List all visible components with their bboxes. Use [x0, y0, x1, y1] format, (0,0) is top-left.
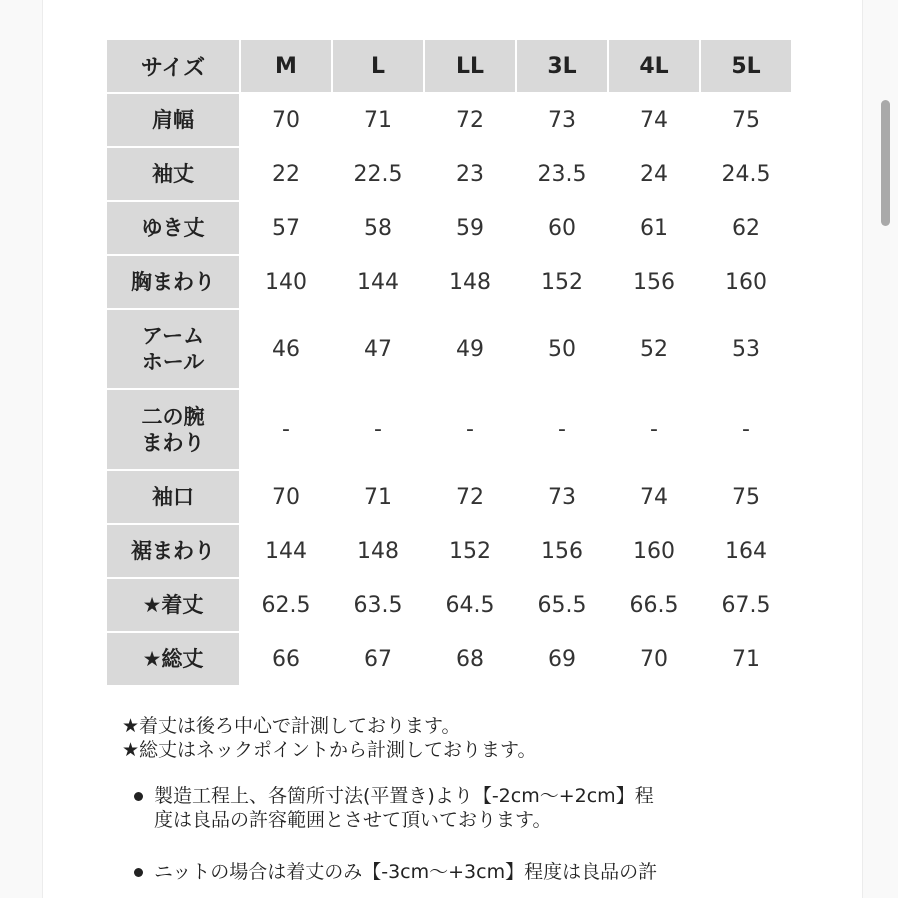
list-item	[122, 860, 822, 884]
value-cell: 67.5	[701, 579, 791, 631]
value-cell: 69	[517, 633, 607, 685]
value-cell: 52	[609, 310, 699, 388]
value-cell: 156	[517, 525, 607, 577]
row-label-text: アーム	[141, 324, 205, 348]
value-cell: 73	[517, 471, 607, 523]
row-label-text: ホール	[141, 350, 205, 374]
value-cell: -	[425, 390, 515, 469]
table-row	[107, 579, 791, 631]
table-row	[107, 310, 791, 388]
value-cell: 47	[333, 310, 423, 388]
size-chart-table	[105, 38, 793, 687]
scrollbar-track[interactable]	[862, 0, 898, 898]
row-label-text: 袖口	[152, 485, 194, 509]
value-cell: 53	[701, 310, 791, 388]
value-cell: 24	[609, 148, 699, 200]
header-cell-size: 4L	[609, 40, 699, 92]
notes-spacer	[122, 762, 822, 784]
table-row	[107, 390, 791, 469]
table-header-row	[107, 40, 791, 92]
value-cell: 23	[425, 148, 515, 200]
value-cell: 59	[425, 202, 515, 254]
value-cell: 50	[517, 310, 607, 388]
bullet-text-line: ニットの場合は着丈のみ【-3cm～+3cm】程度は良品の許	[154, 861, 658, 883]
row-label-cell	[107, 94, 239, 146]
value-cell: 70	[241, 94, 331, 146]
header-cell-size: L	[333, 40, 423, 92]
row-label-text: 裾まわり	[131, 539, 215, 563]
row-label-text: 二の腕	[141, 404, 205, 429]
value-cell: 144	[241, 525, 331, 577]
row-label-cell	[107, 633, 239, 685]
value-cell: 74	[609, 471, 699, 523]
table-row	[107, 256, 791, 308]
bullet-icon	[134, 868, 143, 877]
value-cell: 65.5	[517, 579, 607, 631]
value-cell: 24.5	[701, 148, 791, 200]
value-cell: 67	[333, 633, 423, 685]
notes-bullet-list	[122, 784, 822, 884]
value-cell: 73	[517, 94, 607, 146]
row-label-cell	[107, 202, 239, 254]
bullet-text-line: 製造工程上、各箇所寸法(平置き)より【-2cm～+2cm】程	[154, 785, 654, 807]
value-cell: -	[609, 390, 699, 469]
value-cell: 72	[425, 471, 515, 523]
row-label-text: 袖丈	[152, 162, 194, 186]
row-label-cell	[107, 256, 239, 308]
left-page-gutter	[0, 0, 43, 898]
value-cell: 74	[609, 94, 699, 146]
value-cell: 49	[425, 310, 515, 388]
bullet-icon	[134, 792, 143, 801]
value-cell: 75	[701, 471, 791, 523]
value-cell: -	[701, 390, 791, 469]
header-cell-size-label: サイズ	[107, 40, 239, 92]
value-cell: 160	[701, 256, 791, 308]
value-cell: 62.5	[241, 579, 331, 631]
value-cell: 23.5	[517, 148, 607, 200]
value-cell: 148	[333, 525, 423, 577]
header-cell-size: 5L	[701, 40, 791, 92]
table-row	[107, 633, 791, 685]
table-row	[107, 94, 791, 146]
table-row	[107, 525, 791, 577]
row-label-text: ゆき丈	[141, 216, 205, 240]
row-label-cell	[107, 148, 239, 200]
header-cell-size: LL	[425, 40, 515, 92]
value-cell: 60	[517, 202, 607, 254]
value-cell: 71	[701, 633, 791, 685]
value-cell: 70	[609, 633, 699, 685]
note-star-line: ★着丈は後ろ中心で計測しております。	[122, 715, 461, 737]
value-cell: 75	[701, 94, 791, 146]
value-cell: 68	[425, 633, 515, 685]
row-label-text: ★総丈	[142, 647, 204, 671]
value-cell: 62	[701, 202, 791, 254]
value-cell: -	[333, 390, 423, 469]
header-cell-size: 3L	[517, 40, 607, 92]
value-cell: 64.5	[425, 579, 515, 631]
value-cell: 22.5	[333, 148, 423, 200]
value-cell: 63.5	[333, 579, 423, 631]
value-cell: 71	[333, 94, 423, 146]
row-label-text: 肩幅	[152, 108, 194, 132]
row-label-cell	[107, 579, 239, 631]
note-star-line: ★総丈はネックポイントから計測しております。	[122, 739, 537, 761]
value-cell: 140	[241, 256, 331, 308]
value-cell: 46	[241, 310, 331, 388]
table-row	[107, 202, 791, 254]
row-label-text: ★着丈	[142, 593, 204, 617]
value-cell: 72	[425, 94, 515, 146]
row-label-cell	[107, 525, 239, 577]
row-label-text: 胸まわり	[131, 270, 215, 294]
value-cell: 66	[241, 633, 331, 685]
value-cell: 66.5	[609, 579, 699, 631]
value-cell: 152	[425, 525, 515, 577]
value-cell: 58	[333, 202, 423, 254]
value-cell: 57	[241, 202, 331, 254]
bullet-text-line: 度は良品の許容範囲とさせて頂いております。	[154, 809, 552, 831]
value-cell: 61	[609, 202, 699, 254]
size-notes	[122, 714, 822, 884]
row-label-cell	[107, 310, 239, 388]
scrollbar-thumb[interactable]	[881, 100, 890, 226]
value-cell: 144	[333, 256, 423, 308]
value-cell: 152	[517, 256, 607, 308]
list-item	[122, 784, 822, 832]
header-cell-size: M	[241, 40, 331, 92]
row-label-cell	[107, 471, 239, 523]
value-cell: 71	[333, 471, 423, 523]
table-row	[107, 148, 791, 200]
value-cell: 148	[425, 256, 515, 308]
value-cell: 160	[609, 525, 699, 577]
table-row	[107, 471, 791, 523]
value-cell: 22	[241, 148, 331, 200]
value-cell: 164	[701, 525, 791, 577]
value-cell: -	[517, 390, 607, 469]
row-label-text: まわり	[141, 430, 205, 455]
value-cell: 156	[609, 256, 699, 308]
row-label-cell	[107, 390, 239, 469]
value-cell: 70	[241, 471, 331, 523]
value-cell: -	[241, 390, 331, 469]
